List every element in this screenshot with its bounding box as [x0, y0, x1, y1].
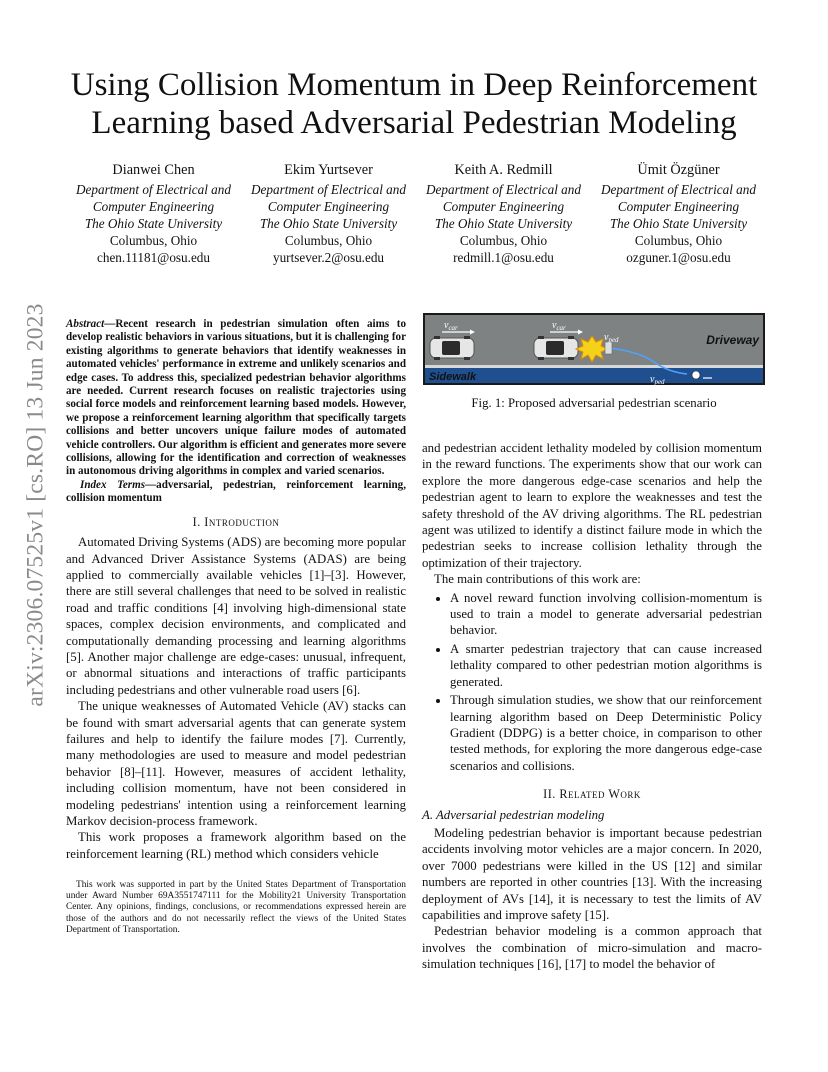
author-email: chen.11181@osu.edu: [97, 250, 210, 265]
left-column: [66, 318, 406, 936]
author-dept: Computer Engineering: [442, 199, 565, 214]
curb: [425, 365, 763, 368]
author-dept: Department of Electrical and: [251, 182, 406, 197]
author-email: redmill.1@osu.edu: [453, 250, 554, 265]
author-name: Keith A. Redmill: [454, 162, 553, 178]
author-city: Columbus, Ohio: [634, 233, 723, 248]
author-email: ozguner.1@osu.edu: [626, 250, 731, 265]
v-ped-label-collision: $v_{ped}$: [604, 332, 619, 344]
author-dept: Department of Electrical and: [76, 182, 231, 197]
car-right-icon: [534, 336, 578, 360]
right-paragraph-1: and pedestrian accident lethality modeled by collision momentum in the reward functions. The experiments show that our work can explore the more dangerous edge-case scenarios and help the pedestrian agent to learn to explore the weaknesses and test the safety threshold of the AV driving algorithms. The RL pedestrian agent was utilized to identify a distinct failure mode in which the pedestrian seeks to increase collision lethality through the optimization of their trajectory.: [422, 441, 762, 570]
author-dept: Computer Engineering: [92, 199, 215, 214]
pedestrian-icon: [692, 371, 700, 379]
paper-title: Using Collision Momentum in Deep Reinforcement Learning based Adversarial Pedestrian Modeling: [70, 67, 758, 141]
author-dept: Computer Engineering: [617, 199, 740, 214]
abstract: [66, 318, 406, 479]
intro-paragraph-2: The unique weaknesses of Automated Vehicle (AV) stacks can be found with smart adversarial agents that can generate system failures and help to identify the failure modes [7]. Currently, many methodologies are used to measure and model pedestrian behavior [8]–[11]. However, measures of accident lethality, including collision momentum, have not been considered in modeling pedestrians' intention using a reinforcement learning Markov decision-process framework.: [66, 699, 406, 828]
intro-paragraph-1: Automated Driving Systems (ADS) are becoming more popular and Advanced Driver Assistance Systems (ADAS) are being applied to commercially available vehicles [1]–[3]. However, there are still several challenges that need to be solved in realistic road and traffic conditions [4] involving high-dimensional state spaces, complex decision environments, and complicated and computationally demanding processing and learning algorithms [5]. Another major challenge are edge-cases: unusual, infrequent, or abnormal situations and interactions of traffic participants including pedestrians and other vulnerable road users [6].: [66, 535, 406, 697]
author-city: Columbus, Ohio: [459, 233, 548, 248]
author-university: The Ohio State University: [84, 216, 223, 231]
v-ped-label-sidewalk: $v_{ped}$: [650, 374, 665, 386]
right-paragraph-2: The main contributions of this work are:: [434, 572, 641, 587]
scenario-illustration: [422, 312, 766, 386]
subsection-heading: A. Adversarial pedestrian modeling: [422, 807, 605, 822]
author-university: The Ohio State University: [259, 216, 398, 231]
section-heading-related-work: II. Related Work: [543, 787, 641, 802]
author-city: Columbus, Ohio: [109, 233, 198, 248]
right-column: [422, 440, 762, 973]
v-car-label-left: $v_{car}$: [444, 320, 458, 332]
author-name: Dianwei Chen: [112, 162, 195, 178]
author-4: [591, 162, 766, 266]
list-item: • Through simulation studies, we show that our reinforcement learning algorithm based on Deep Deterministic Policy Gradient (DDPG) is a better choice, in comparison to other tested methods, for exploring the more dangerous edge-case scenarios and collisions.: [450, 692, 762, 774]
abstract-label: Abstract: [66, 318, 105, 330]
related-paragraph-1: Modeling pedestrian behavior is important because pedestrian accidents involving motor vehicles are a major concern. In 2020, over 7000 pedestrians were killed in the US [12] and similar numbers are reported in other countries [13]. With the increasing deployment of AVs [14], it is necessary to test the limits of AV capabilities and improve safety [15].: [422, 825, 762, 922]
author-1: [66, 162, 241, 266]
contributions-list: [422, 590, 762, 774]
author-dept: Department of Electrical and: [426, 182, 581, 197]
section-heading-introduction: I. Introduction: [192, 514, 280, 529]
figure-1: [422, 312, 766, 411]
index-terms-text: —adversarial, pedestrian, reinforcement learning, collision momentum: [66, 478, 406, 505]
driveway-label: Driveway: [706, 333, 759, 347]
list-item: • A smarter pedestrian trajectory that can cause increased lethality compared to other pedestrian motion algorithms is generated.: [450, 641, 762, 690]
author-dept: Department of Electrical and: [601, 182, 756, 197]
author-3: [416, 162, 591, 266]
arxiv-stamp: [6, 240, 66, 770]
sidewalk-label: Sidewalk: [429, 371, 477, 383]
index-terms-label: Index Terms: [80, 478, 146, 491]
car-left-icon: [430, 336, 474, 360]
author-university: The Ohio State University: [434, 216, 573, 231]
author-city: Columbus, Ohio: [284, 233, 373, 248]
author-name: Ekim Yurtsever: [284, 162, 373, 178]
funding-footnote: This work was supported in part by the United States Department of Transportation under Award Number 69A3551747111 for the Mobility21 University Transportation Center. Any opinions, findings, conclusions, or recommendations expressed herein are those of the authors and do not necessarily reflect the views of the United States Department of Transportation.: [66, 880, 406, 935]
index-terms: [66, 479, 406, 506]
author-2: [241, 162, 416, 266]
author-dept: Computer Engineering: [267, 199, 390, 214]
author-email: yurtsever.2@osu.edu: [272, 250, 385, 265]
abstract-text: —Recent research in pedestrian simulation often aims to develop realistic behaviors in various situations, but it is challenging for existing algorithms to generate behaviors that identify weaknesses in automated vehicles' performance in extreme and unlikely scenarios and edge cases. To address this, specialized pedestrian behavior algorithms are needed. Current research focuses on realistic trajectories using social force models and reinforcement learning based models. However, we propose a reinforcement learning algorithm that specifically targets collisions and better uncovers unique failure modes of automated vehicle controllers. Our algorithm is efficient and generates more severe collisions, allowing for the identification and correction of weaknesses in autonomous driving algorithms in complex and varied scenarios.: [66, 318, 406, 478]
list-item: • A novel reward function involving collision-momentum is used to train a model to generate adversarial pedestrian behavior.: [450, 590, 762, 639]
v-car-label-right: $v_{car}$: [552, 320, 566, 332]
figure-caption: Fig. 1: Proposed adversarial pedestrian scenario: [471, 396, 717, 410]
related-paragraph-2: Pedestrian behavior modeling is a common approach that involves the combination of micro-simulation and macro-simulation techniques [16], [17] to model the behavior of: [422, 924, 762, 972]
author-university: The Ohio State University: [609, 216, 748, 231]
intro-paragraph-3: This work proposes a framework algorithm based on the reinforcement learning (RL) method which considers vehicle: [66, 830, 406, 861]
author-name: Ümit Özgüner: [637, 162, 720, 178]
arxiv-identifier: arXiv:2306.07525v1 [cs.RO] 13 Jun 2023: [22, 303, 49, 707]
author-block: [66, 162, 766, 266]
